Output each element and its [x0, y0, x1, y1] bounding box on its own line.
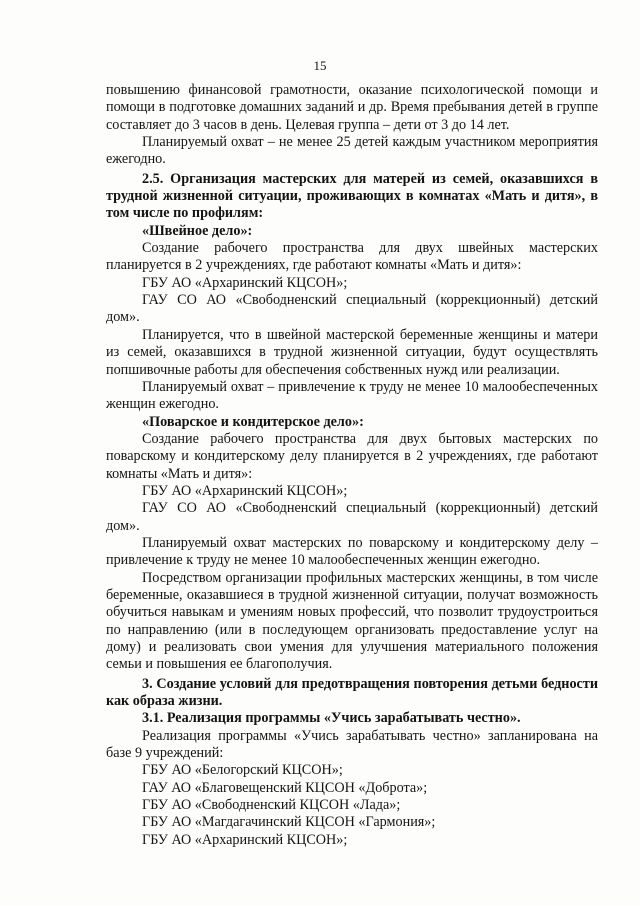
list-item: ГАУ СО АО «Свободненский специальный (коррекционный) детский дом».	[106, 500, 598, 534]
list-item: ГАУ СО АО «Свободненский специальный (коррекционный) детский дом».	[106, 292, 598, 326]
document-body	[106, 82, 598, 849]
subsection-heading: 3.1. Реализация программы «Учись зарабатывать честно».	[142, 710, 521, 727]
body-paragraph: повышению финансовой грамотности, оказание психологической помощи и помощи в подготовке домашних заданий и др. Время пребывания детей в группе составляет до 3 часов в день. Целевая группа – дети от 3 до 14 лет.	[106, 82, 598, 133]
body-paragraph: Создание рабочего пространства для двух бытовых мастерских по поварскому и кондитерскому делу планируется в 2 учреждениях, где работают комнаты «Мать и дитя»:	[106, 430, 598, 482]
list-item: ГБУ АО «Белогорский КЦСОН»;	[142, 762, 343, 779]
section-heading: 2.5. Организация мастерских для матерей из семей, оказавшихся в трудной жизненной ситуации, проживающих в комнатах «Мать и дитя», в том числе по профилям:	[106, 170, 598, 222]
list-item: ГАУ АО «Благовещенский КЦСОН «Доброта»;	[142, 779, 428, 796]
list-item: ГБУ АО «Архаринский КЦСОН»;	[142, 274, 348, 291]
body-paragraph: Посредством организации профильных мастерских женщины, в том числе беременные, оказавшиеся в трудной жизненной ситуации, получат возможность обучиться навыкам и умениям новых профессий, что позволит трудоустроиться по направлению (или в последующем организовать предоставление услуг на дому) и реализовать свои умения для улучшения материального положения семьи и повышения ее благополучия.	[106, 569, 598, 673]
list-item: ГБУ АО «Магдагачинский КЦСОН «Гармония»;	[142, 814, 436, 831]
page-number: 15	[313, 58, 327, 73]
body-paragraph: Создание рабочего пространства для двух швейных мастерских планируется в 2 учреждениях, где работают комнаты «Мать и дитя»:	[106, 240, 598, 274]
body-paragraph: Планируется, что в швейной мастерской беременные женщины и матери из семей, оказавшихся в трудной жизненной ситуации, будут осуществлять попшивочные работы для обеспечения собственных нужд или реализации.	[106, 326, 598, 378]
subsection-heading: «Поварское и кондитерское дело»:	[142, 413, 364, 430]
body-paragraph: Планируемый охват мастерских по поварскому и кондитерскому делу – привлечение к труду не менее 10 малообеспеченных женщин ежегодно.	[106, 534, 598, 569]
body-paragraph: Планируемый охват – не менее 25 детей каждым участником мероприятия ежегодно.	[106, 134, 598, 168]
section-heading: 3. Создание условий для предотвращения повторения детьми бедности как образа жизни.	[106, 675, 598, 710]
list-item: ГБУ АО «Свободненский КЦСОН «Лада»;	[142, 797, 401, 814]
subsection-heading: «Швейное дело»:	[142, 222, 253, 239]
list-item: ГБУ АО «Архаринский КЦСОН»;	[142, 831, 348, 848]
list-item: ГБУ АО «Архаринский КЦСОН»;	[142, 482, 348, 499]
body-paragraph: Реализация программы «Учись зарабатывать честно» запланирована на базе 9 учреждений:	[106, 727, 598, 762]
body-paragraph: Планируемый охват – привлечение к труду не менее 10 малообеспеченных женщин ежегодно.	[106, 378, 598, 413]
